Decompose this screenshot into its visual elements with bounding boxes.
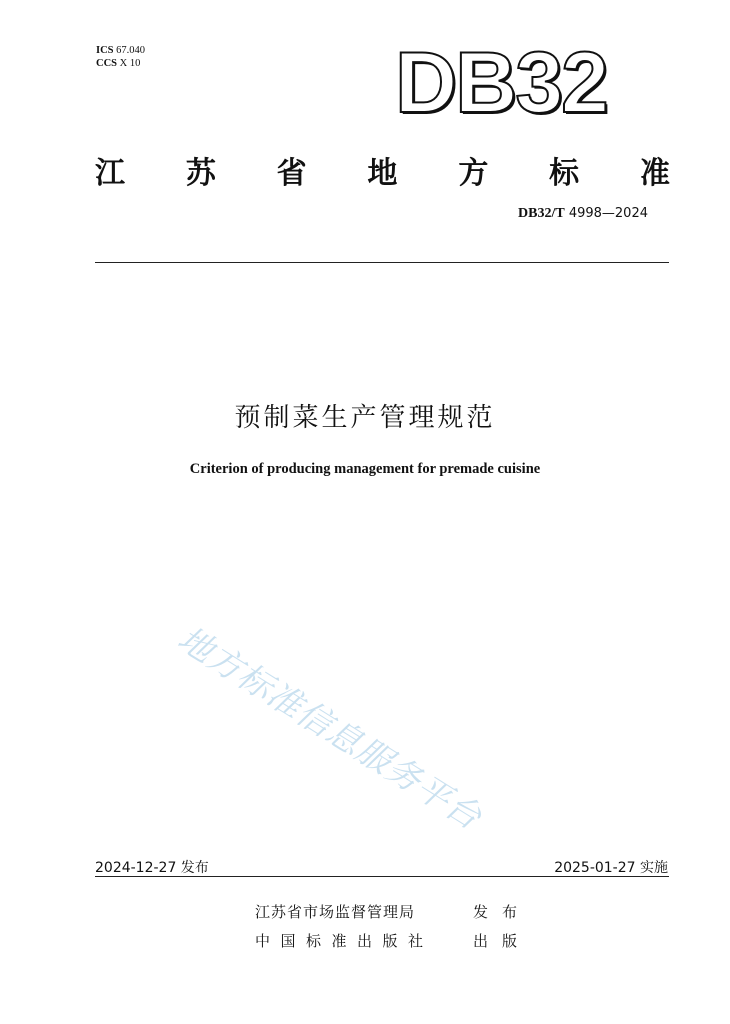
ccs-code: CCS X 10: [96, 58, 141, 69]
title-char: 江: [95, 156, 125, 191]
standard-number: DB32/T 4998—2024: [518, 206, 648, 221]
publisher-row: [255, 927, 531, 956]
document-title-en: Criterion of producing management for premade cuisine: [189, 461, 541, 477]
publisher-action: 发布: [473, 903, 532, 921]
publisher-org: 中国标准出版社: [255, 932, 434, 950]
watermark: 地方标准信息服务平台: [170, 618, 489, 839]
publisher-row: [255, 898, 531, 927]
classification-codes: [96, 44, 145, 70]
db32-logo: DB32: [395, 35, 607, 131]
title-char: 标: [549, 156, 580, 191]
standard-category-title: [95, 148, 670, 192]
title-char: 地: [367, 156, 398, 191]
title-char: 省: [276, 156, 307, 191]
publisher-org: 江苏省市场监督管理局: [255, 903, 416, 921]
publisher-action: 出版: [473, 932, 532, 950]
issue-date: 2024-12-27 发布: [95, 860, 209, 876]
title-char: 准: [639, 156, 670, 191]
title-char: 方: [458, 156, 489, 191]
title-char: 苏: [185, 156, 216, 191]
ics-code: ICS 67.040: [96, 45, 146, 56]
implement-date: 2025-01-27 实施: [554, 860, 668, 876]
document-title-cn: 预制菜生产管理规范: [234, 403, 496, 433]
bottom-divider: [95, 876, 669, 877]
publishers: [255, 898, 531, 956]
top-divider: [95, 262, 669, 263]
